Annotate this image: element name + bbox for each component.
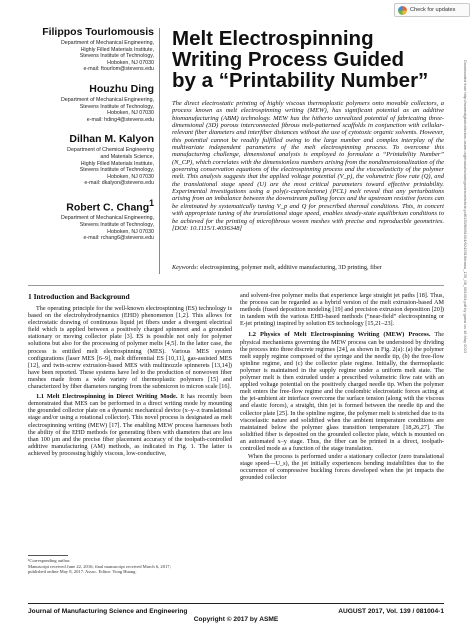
paragraph — [28, 393, 232, 457]
author-affiliation — [28, 215, 154, 241]
journal-name: Journal of Manufacturing Science and Engineering — [28, 608, 188, 615]
footnote-line: published online May 8, 2017. Assoc. Editor: Yong Huang. — [28, 569, 137, 575]
subsection-heading: 1.2 Physics of Melt Electrospinning Writing (MEW) Process. — [248, 331, 431, 339]
affiliation-line: Stevens Institute of Technology, — [79, 167, 154, 174]
abstract — [172, 100, 444, 232]
affiliation-line: Highly Filled Materials Institute, — [80, 160, 154, 167]
author-entry — [28, 83, 154, 123]
paragraph: The operating principle for the well-known electrospinning (ES) technology is based on the electrohydrodynamics (EHD) phenomenon [1,2]. This allows for electrostatic drawing of continuous liquid jet fibers under a divergent electrical field which is applied between a positively charged spinneret and a grounded stationary or moving collector plate [3]. ES is possible not only for polymer solutions but also for the processing of polymer melts [4,5]. In the latter case, the process is entitled melt electrospinning (MES). Various MES system configurations (laser MES [6–9], melt differential ES [10,11], gas-assisted MES [12], and twin-screw extrusion-based MES with multinozzle spinnerets [13,14]) have been reported. These systems have led to the production of nonwoven fiber meshes made from a wide variety of thermoplastic polymers [15] and characterized by fiber diameters ranging from the submicron to micron scale [16]. — [28, 305, 232, 391]
keywords-text: electrospinning, polymer melt, additive manufacturing, 3D printing, fiber — [200, 264, 382, 271]
author-name — [28, 197, 154, 214]
paragraph: When the process is performed under a stationary collector (zero translational stage speed—U_s), the jet initially experiences bending instabilities due to the occurrence of compressive buckling forces developed when the jet impacts the grounded collector — [240, 453, 444, 482]
footnote-line: Manuscript received June 22, 2016; final manuscript received March 6, 2017; — [28, 563, 171, 569]
paper-title: Melt Electrospinning Writing Process Guided by a “Printability Number” — [172, 27, 429, 92]
vertical-rule — [159, 28, 160, 274]
footnote — [28, 555, 232, 575]
affiliation-line: and Materials Science, — [100, 153, 154, 160]
affiliation-line: Department of Mechanical Engineering, — [60, 96, 154, 103]
author-name: Dilhan M. Kalyon — [69, 133, 154, 146]
affiliation-line: Department of Mechanical Engineering, — [60, 40, 154, 46]
affiliation-line: Stevens Institute of Technology, — [79, 53, 154, 60]
affiliation-line: Department of Chemical Engineering — [67, 147, 154, 154]
author-block — [28, 26, 154, 252]
affiliation-line: Hoboken, NJ 07030 — [107, 173, 154, 180]
subsection-heading: 1.1 Melt Electrospinning in Direct Writing Mode. — [36, 393, 178, 401]
paragraph-text: It has recently been demonstrated that MES can be performed in a direct writing mode by mounting the grounded collector plate on a dynamic mechanical device (x–y–z translational stage and/or using a rotational collector). This novel process is designated as melt electrospinning writing (MEW) [17]. The enabling MEW process harnesses both the ability of the EHD methods for generating fibers with diameters that are less than 100 μm and the precise fiber placement accuracy of the toolpath-controlled additive manufacturing (AM) methods, as indicated in Fig. 1. The latter is achieved by processing highly viscous, low-conductive, — [28, 393, 233, 457]
affiliation-line: Stevens Institute of Technology, — [79, 222, 154, 228]
issue-info: AUGUST 2017, Vol. 139 / 081004-1 — [338, 608, 444, 615]
author-affiliation — [28, 97, 154, 123]
body-column-right — [240, 292, 444, 482]
page-footer — [28, 603, 444, 623]
footnote-mark: ¹Corresponding author. — [28, 558, 71, 563]
abstract-text: The direct electrostatic printing of highly viscous thermoplastic polymers onto movable collectors, a process known as melt electrospinning writing (MEW), has significant potential as an additive biomanufacturing (ABM) technology. MEW has the hitherto unrealized potential of fabricating three-dimensional (3D) porous interconnected fibrous melt-patterned scaffolds in conjunction with cellular-relevant fiber diameters and interfiber distances without the use of cytotoxic organic solvents. However, this potential cannot be readily fulfilled owing to the large number and complex interplay of the multivariate independent parameters of the melt electrospinning process. To overcome this manufacturing challenge, dimensional analysis is employed to formulate a “Printability Number” (N_CP), which correlates with the dimensionless numbers arising from the nondimensionalization of the governing conservation equations of the electrospinning process and the viscoelasticity of the polymer melt. This analysis suggests that the applied voltage potential (V_p), the volumetric flow rate (Q), and the translational stage speed (U) are the most critical parameters toward effective printability. Experimental investigations using a poly(ε-caprolactone) (PCL) melt reveal that any perturbations arising from an imbalance between the downstream pulling forces and the upstream resistive forces can be eliminated by systematically tuning V_p and Q for prescribed thermal conditions. This, in concert with appropriate tuning of the translational stage speed, enables steady-state equilibrium conditions to be achieved for the printing of microfibrous woven meshes with precise and reproducible geometries. — [172, 100, 444, 225]
footnote-rule — [28, 555, 68, 556]
keywords-label: Keywords: — [172, 264, 199, 271]
keywords — [172, 264, 444, 272]
copyright: Copyright © 2017 by ASME — [193, 616, 279, 623]
affiliation-line: Hoboken, NJ 07030 — [107, 110, 154, 117]
download-watermark: Downloaded from http://asmedigitalcollection.asme.org/manufacturingscience/article-pdf/139/8/081004/6242616/manu_139_08_081004.pdf by guest on 16 May 2023 — [463, 60, 468, 354]
doi: [DOI: 10.1115/1.4036348] — [172, 224, 242, 232]
author-entry — [28, 133, 154, 187]
author-entry — [28, 197, 154, 242]
horizontal-rule — [28, 285, 444, 286]
affiliation-line: Department of Mechanical Engineering, — [60, 215, 154, 222]
affiliation-line: Stevens Institute of Technology, — [79, 103, 154, 110]
crossmark-icon — [398, 6, 407, 15]
author-affiliation — [28, 147, 154, 187]
author-affiliation — [28, 40, 154, 73]
author-email: e-mail: ftourlom@stevens.edu — [83, 66, 154, 73]
author-email: e-mail: dkalyon@stevens.edu — [84, 180, 154, 187]
check-for-updates-button[interactable] — [394, 3, 470, 17]
affiliation-line: Hoboken, NJ 07030 — [107, 59, 154, 66]
author-name: Houzhu Ding — [89, 82, 154, 95]
paragraph: and solvent-free polymer melts that experience large straight jet paths [18]. Thus, the process can be regarded as a hybrid version of the melt extrusion-based AM methods (fused deposition modeling [19] and precision extrusion deposition [20]) in tandem with the various EHD-based methods (“near-field” electrospinning or E-jet printing) inspired by solution ES technology [15,21–23]. — [240, 292, 444, 328]
author-name-text: Robert C. Chang — [66, 201, 150, 214]
author-entry — [28, 26, 154, 73]
corresponding-author-mark: 1 — [149, 197, 154, 208]
author-email: e-mail: hding4@stevens.edu — [86, 116, 154, 123]
author-name: Filippos Tourlomousis — [42, 26, 154, 38]
paragraph — [240, 331, 444, 452]
body-column-left — [28, 292, 232, 458]
affiliation-line: Hoboken, NJ 07030 — [107, 228, 154, 235]
author-email: e-mail: rchang6@stevens.edu — [83, 235, 154, 242]
paragraph-text: The physical mechanisms governing the MEW process can be understood by dividing the process into three discrete regimes [24], as shown in Fig. 2(a): (a) the polymer melt supply regime composed of the syringe and the needle tip, (b) the free-flow spinline regime, and (c) the collector plate regime. Initially, the thermoplastic polymer is maintained in the supply regime under a uniform melt state. The polymer melt is then extruded under a prescribed volumetric flow rate with an applied voltage potential on the positively charged needle tip. When the polymer melt enters the free-flow regime and the coulombic electrostatic forces acting at the jet-ambient air interface overcome the surface tension (along with the viscous and elastic forces), a straight, thin jet is formed between the needle tip and the collector plate [25]. In the spinline regime, the polymer melt is stretched due to its viscoelastic nature and solidified when the ambient temperature conditions are maintained below the polymer glass transition temperature [18,26,27]. The solidified fiber is deposited on the grounded collector plate, which is mounted on an automated x–y stage. Thus, the fiber can be printed in a direct, toolpath-controlled mode as a function of the stage translation. — [240, 331, 444, 452]
section-heading: 1 Introduction and Background — [28, 292, 130, 301]
check-for-updates-label: Check for updates — [410, 7, 456, 13]
affiliation-line: Highly Filled Materials Institute, — [80, 46, 154, 53]
